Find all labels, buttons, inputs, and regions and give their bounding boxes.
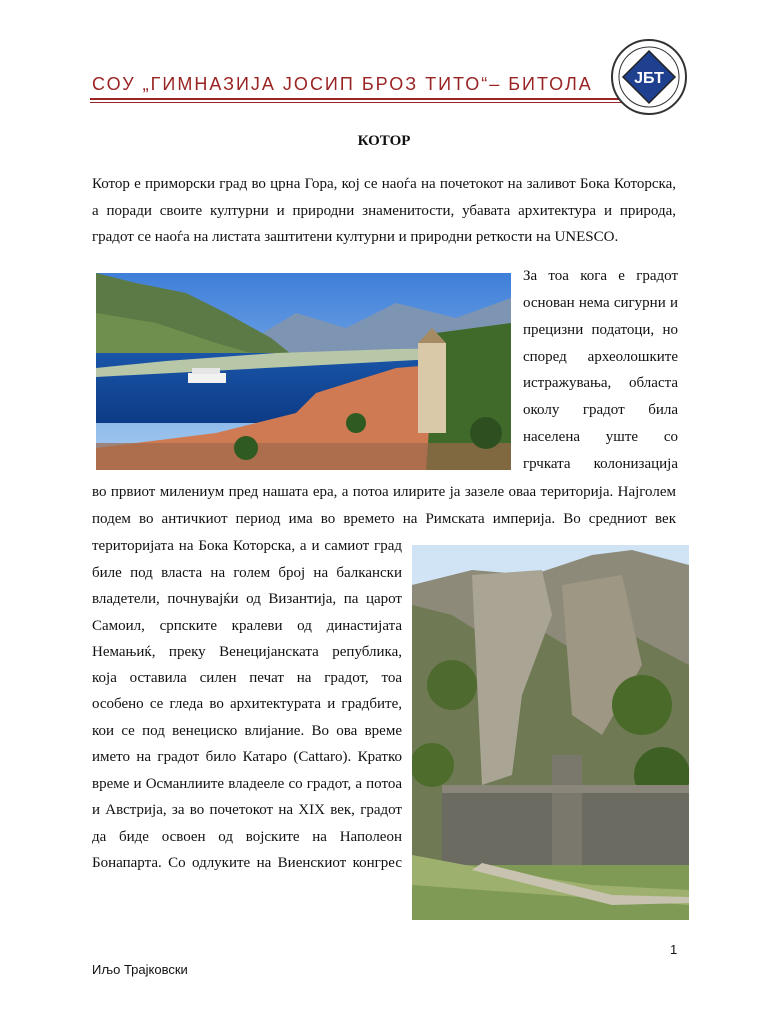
- school-logo: [610, 38, 688, 116]
- school-header-title: СОУ „ГИМНАЗИЈА ЈОСИП БРОЗ ТИТО“– БИТОЛА: [92, 74, 593, 94]
- paragraph-line: владетели, почнувајќи од Византија, па царот: [92, 591, 402, 607]
- paragraph-line: прецизни податоци, но: [523, 322, 678, 338]
- paragraph-line: кои се под венециско влијание. Во ова време: [92, 723, 402, 739]
- paragraph-line: во првиот милениум пред нашата ера, а потоа илирите ја зазеле оваа територија. Најголем: [92, 484, 676, 500]
- document-title: КОТОР: [357, 133, 411, 149]
- kotor-bay-photo: [96, 273, 511, 470]
- author-name: Иљо Трајковски: [92, 962, 188, 977]
- paragraph-line: Бонапарта. Со одлуките на Виенскиот конгрес: [92, 855, 402, 871]
- paragraph-line: името на градот било Катаро (Cattaro). Кратко: [92, 749, 402, 765]
- paragraph-line: Котор е приморски град во црна Гора, кој се наоѓа на почетокот на заливот Бока Которска,: [92, 176, 676, 192]
- paragraph-line: грчката колонизација: [523, 456, 678, 472]
- header-rule: [90, 98, 628, 100]
- paragraph-line: биле под власта на голем број на балкански: [92, 565, 402, 581]
- page-number: 1: [670, 942, 678, 957]
- paragraph-line: истражувања, областа: [523, 375, 678, 391]
- paragraph-line: За тоа кога е градот: [523, 268, 678, 284]
- paragraph-line: подем во античкиот период има во времето на Римската империја. Во средниот век: [92, 511, 676, 527]
- paragraph-line: градот се наоѓа на листата заштитени културни и природни реткости на UNESCO.: [92, 229, 619, 245]
- paragraph-line: Немањиќ, преку Венецијанската република,: [92, 644, 402, 660]
- paragraph-line: и Австрија, за во почетокот на XIX век, градот: [92, 802, 402, 818]
- paragraph-line: Самоил, српските кралеви од династијата: [92, 618, 402, 634]
- header-rule-thin: [90, 102, 628, 103]
- paragraph-line: а поради своите културни и природни знаменитости, убавата архитектура и природа,: [92, 203, 676, 219]
- paragraph-line: населена уште со: [523, 429, 678, 445]
- paragraph-line: време и Османлиите владееле со градот, а потоа: [92, 776, 402, 792]
- paragraph-line: да биде освоен од војските на Наполеон: [92, 829, 402, 845]
- logo-letters: ЈБТ: [634, 70, 664, 87]
- paragraph-line: која оставила силен печат на градот, тоа: [92, 670, 402, 686]
- paragraph-line: основан нема сигурни и: [523, 295, 678, 311]
- paragraph-line: особено се гледа во архитектурата и градбите,: [92, 696, 402, 712]
- paragraph-line: според археолошките: [523, 349, 678, 365]
- paragraph-line: територијата на Бока Которска, а и самиот град: [92, 538, 402, 554]
- kotor-fortress-photo: [412, 545, 689, 920]
- paragraph-line: околу градот била: [523, 402, 678, 418]
